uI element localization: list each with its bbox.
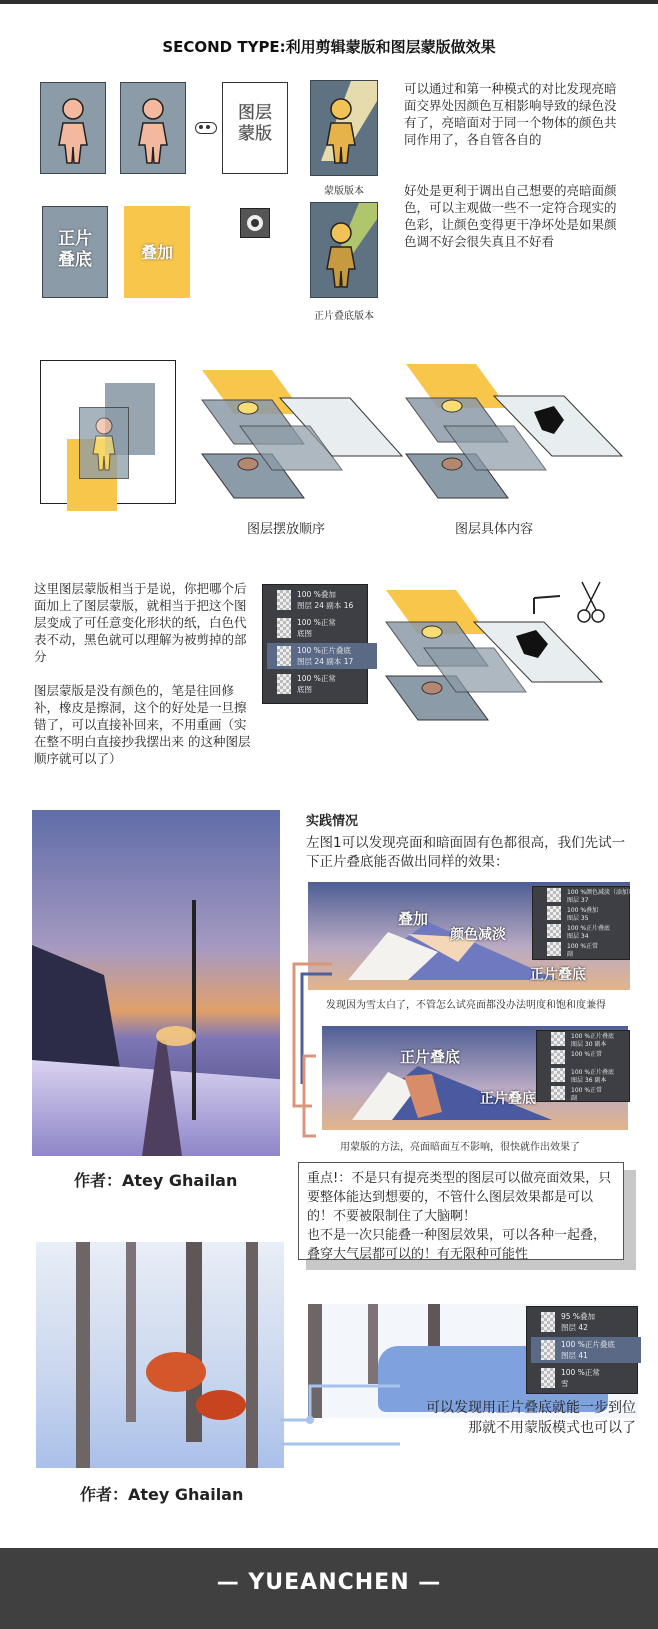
conclusion-text: 可以发现用正片叠底就能一步到位 那就不用蒙版模式也可以了 (426, 1400, 636, 1436)
page-title: SECOND TYPE:利用剪辑蒙版和图层蒙版做效果 (162, 38, 496, 56)
test-note-1: 发现因为雪太白了，不管怎么试亮面都没办法明度和饱和度兼得 (326, 1000, 606, 1011)
scissors-icon (578, 582, 604, 622)
mask-version-figure (311, 81, 377, 175)
multiply-label: 正片 叠底 (58, 229, 92, 270)
layers-panel-3 (536, 1030, 630, 1102)
layer-order-caption: 图层摆放顺序 (246, 522, 325, 537)
author-credit-1: 作者：Atey Ghailan (74, 1171, 238, 1190)
intro-paragraph-1: 可以通过和第一种模式的对比发现亮暗面交界处因颜色互相影响导致的绿色没有了，亮暗面对于同一个物体的颜色共同作用了，各自管各自的 (404, 81, 617, 147)
figure-card-2 (120, 82, 186, 174)
explain-paragraph-1: 这里图层蒙版相当于是说，你把哪个后面加上了图层蒙版，就相当于把这个图层变成了可任意变化形状的纸，白色代表不动，黑色就可以理解为被剪掉的部分 (34, 581, 247, 664)
multiply-version-card (310, 202, 378, 298)
layer-row[interactable]: 100 %叠加 图层 24 副本 16 (267, 587, 377, 613)
overlay-card (124, 206, 190, 298)
color-dodge-tag: 颜色减淡 (450, 927, 506, 943)
overlay-label: 叠加 (140, 243, 173, 262)
multiply-version-caption: 正片叠底版本 (314, 311, 374, 322)
layers-panel-2 (532, 886, 635, 960)
footer-brand: — YUEANCHEN — (216, 1570, 442, 1595)
layer-row[interactable]: 95 %叠加 图层 42 (531, 1309, 641, 1335)
layers-panel-1 (262, 584, 368, 704)
layer-row[interactable]: 100 %正常 (541, 1049, 651, 1066)
layer-content-diagram (404, 362, 628, 512)
layer-content-caption: 图层具体内容 (454, 522, 533, 537)
photo-snow-forest (36, 1242, 284, 1468)
multiply-tag-b: 正片叠底 (400, 1048, 461, 1066)
layer-stack-diagram (200, 366, 410, 506)
multiply-tag-c: 正片叠底 (480, 1091, 536, 1107)
layer-mask-label: 图层 蒙版 (238, 103, 272, 144)
multiply-card (42, 206, 108, 298)
practice-text: 左图1可以发现亮面和暗面固有色都很高，我们先试一下正片叠底能否做出同样的效果： (306, 835, 626, 870)
connector-lines-2 (280, 1380, 410, 1460)
layer-mask-card (222, 82, 288, 174)
layer-row-selected[interactable]: 100 %正片叠底 图层 41 (531, 1337, 641, 1363)
layer-order-frame (40, 360, 176, 504)
layer-row[interactable]: 100 %正常 雪 (531, 1365, 641, 1391)
figure-icon (80, 408, 128, 478)
explain-paragraph-2: 图层蒙版是没有颜色的，笔是往回修补，橡皮是擦洞，这个的好处是一旦擦错了，可以直接补回来，不用重画（实在整不明白直接抄我摆出来 的这种图层顺序就可以了） (34, 683, 251, 766)
figure-icon (121, 83, 185, 173)
figure-layer (79, 407, 129, 479)
mask-thumbnail-icon (240, 208, 270, 238)
layer-row[interactable]: 100 %正片叠底 图层 34 (537, 923, 647, 940)
multiply-tag-a: 正片叠底 (530, 967, 586, 983)
layer-row-selected[interactable]: 100 %正片叠底 图层 24 副本 17 (267, 643, 377, 669)
intro-paragraph-2: 好处是更利于调出自己想要的亮暗面颜色，可以主观做一些不一定符合现实的色彩，让颜色变得更干净坏处是如果颜色调不好会很失真且不好看 (404, 183, 617, 249)
clip-mask-diagram (384, 578, 634, 728)
layer-row[interactable]: 100 %正常 副 (541, 1085, 651, 1101)
layer-row[interactable]: 100 %颜色减淡（添加） 图层 37 (537, 887, 647, 904)
author-credit-2: 作者：Atey Ghailan (80, 1485, 244, 1504)
test-note-2: 用蒙版的方法，亮面暗面互不影响，很快就作出效果了 (340, 1142, 580, 1153)
connector-lines (276, 956, 336, 1156)
overlay-tag: 叠加 (398, 910, 429, 928)
layers-panel-4 (526, 1306, 638, 1394)
figure-card-1 (40, 82, 106, 174)
layer-row[interactable]: 100 %正常 底图 (267, 671, 377, 697)
multiply-version-figure (311, 203, 377, 297)
layer-row[interactable]: 100 %正常 底图 (267, 615, 377, 641)
practice-heading: 实践情况 (306, 814, 359, 829)
photo-winter-road (32, 810, 280, 1156)
mask-version-caption: 蒙版版本 (324, 186, 364, 197)
mask-version-card (310, 80, 378, 176)
layer-row[interactable]: 100 %正片叠底 图层 30 副本 (541, 1031, 651, 1048)
layer-row[interactable]: 100 %叠加 图层 35 (537, 905, 647, 922)
layer-row[interactable]: 100 %正片叠底 图层 36 副本 (541, 1067, 651, 1084)
link-icon (195, 122, 217, 134)
key-point-box: 重点!：不是只有提亮类型的图层可以做亮面效果，只要整体能达到想要的，不管什么图层效果都是可以的！不要被限制住了大脑啊！ 也不是一次只能叠一种图层效果，可以各种一起叠，叠穿大气层都可以的！有无限种可能性 (298, 1162, 624, 1260)
top-bar (0, 0, 658, 4)
layer-row[interactable]: 100 %正常 副 (537, 941, 647, 958)
figure-icon (41, 83, 105, 173)
